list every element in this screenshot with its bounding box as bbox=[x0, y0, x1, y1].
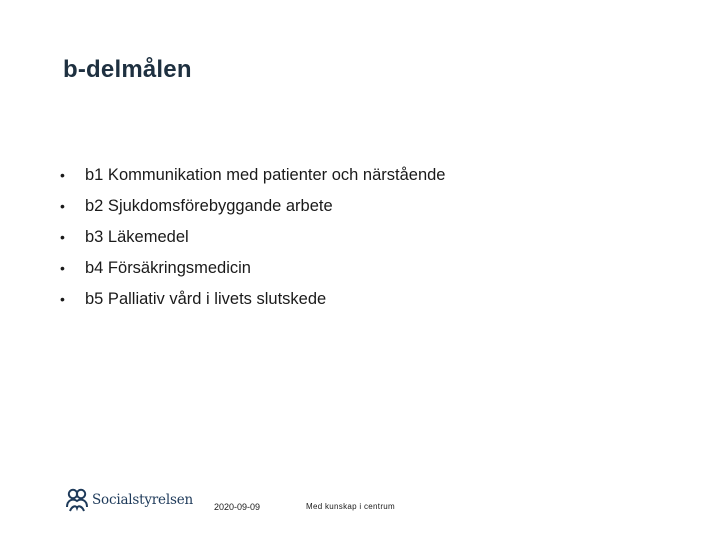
footer-tagline: Med kunskap i centrum bbox=[306, 502, 396, 511]
bullet-marker: • bbox=[60, 229, 65, 245]
slide-title: b-delmålen bbox=[63, 56, 192, 83]
socialstyrelsen-logo bbox=[64, 486, 193, 514]
footer-date: 2020-09-09 bbox=[214, 502, 261, 512]
bullet-marker: • bbox=[60, 198, 65, 214]
bullet-text: b5 Palliativ vård i livets slutskede bbox=[85, 290, 327, 308]
socialstyrelsen-emblem-icon bbox=[64, 487, 90, 513]
bullet-marker: • bbox=[60, 291, 65, 307]
bullet-text: b1 Kommunikation med patienter och närstående bbox=[85, 166, 446, 184]
bullet-text: b2 Sjukdomsförebyggande arbete bbox=[85, 197, 333, 215]
logo-text: Socialstyrelsen bbox=[92, 492, 193, 508]
bullet-marker: • bbox=[60, 167, 65, 183]
bullet-marker: • bbox=[60, 260, 65, 276]
bullet-text: b4 Försäkringsmedicin bbox=[85, 259, 251, 277]
bullet-text: b3 Läkemedel bbox=[85, 228, 189, 246]
